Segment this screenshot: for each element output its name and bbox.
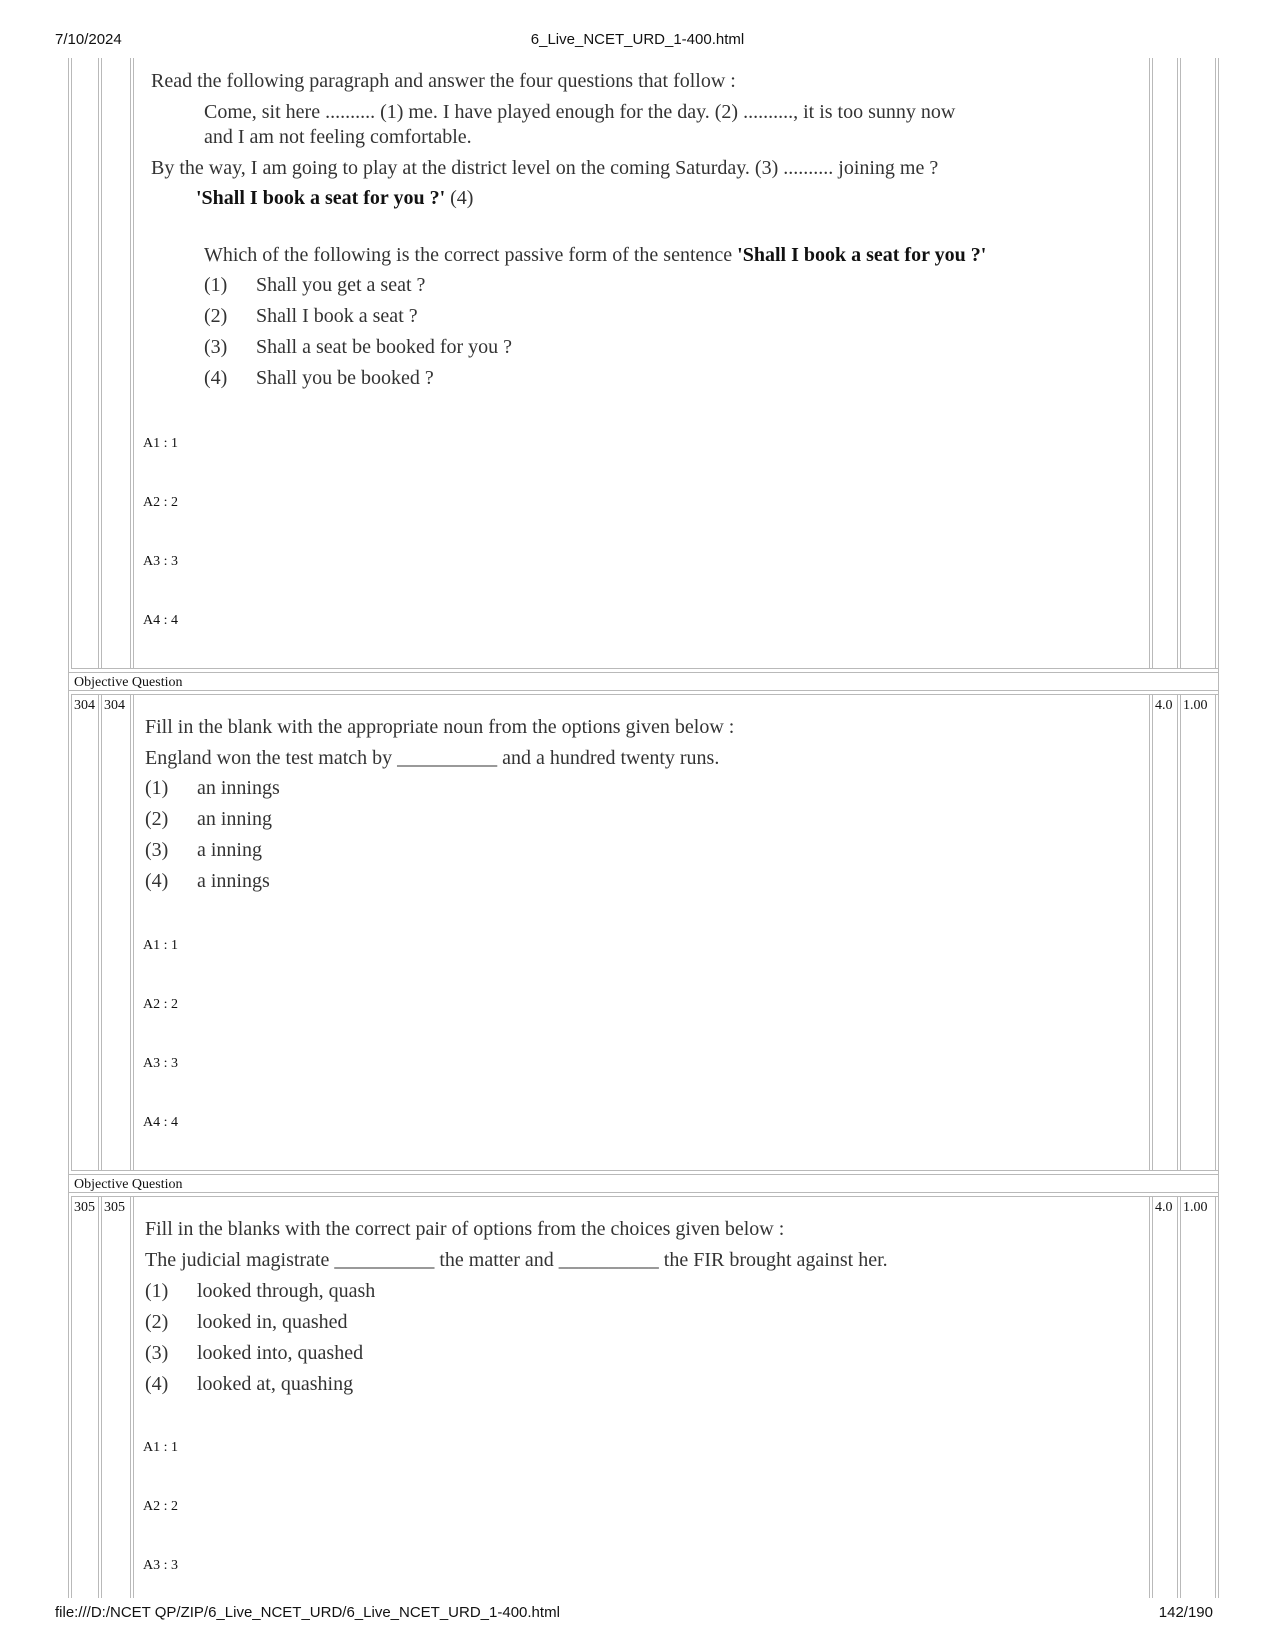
print-url: file:///D:/NCET QP/ZIP/6_Live_NCET_URD/6_Live_NCET_URD_1-400.html	[55, 1604, 560, 1621]
answer-a3: A3 : 3	[143, 554, 178, 569]
print-date: 7/10/2024	[55, 31, 122, 48]
answer-a3: A3 : 3	[143, 1558, 178, 1573]
passage-bold-sentence: 'Shall I book a seat for you ?'	[196, 187, 446, 209]
answer-a3: A3 : 3	[143, 1056, 178, 1071]
option-number: (4)	[145, 1373, 169, 1395]
negative-marks: 1.00	[1183, 698, 1208, 713]
option-4	[204, 367, 434, 390]
option-number: (3)	[145, 1342, 169, 1364]
option-text: Shall you be booked ?	[256, 367, 434, 389]
serial-number: 304	[74, 698, 95, 713]
option-4	[145, 870, 270, 893]
passage-line-2: and I am not feeling comfortable.	[204, 126, 472, 148]
option-text: looked into, quashed	[197, 1342, 364, 1364]
question-bold-sentence: 'Shall I book a seat for you ?'	[737, 244, 987, 266]
option-text: looked through, quash	[197, 1280, 376, 1302]
option-number: (2)	[204, 305, 228, 327]
option-number: (2)	[145, 808, 169, 830]
option-text: looked at, quashing	[197, 1373, 354, 1395]
marks: 4.0	[1155, 1200, 1173, 1215]
question-prompt: Fill in the blank with the appropriate noun from the options given below :	[145, 716, 735, 738]
answer-a2: A2 : 2	[143, 1499, 178, 1514]
option-number: (3)	[145, 839, 169, 861]
option-text: Shall I book a seat ?	[256, 305, 418, 327]
print-title: 6_Live_NCET_URD_1-400.html	[530, 31, 745, 48]
passage-intro: Read the following paragraph and answer the four questions that follow :	[151, 70, 736, 92]
option-3	[145, 1342, 363, 1365]
option-1	[145, 777, 280, 800]
option-number: (1)	[145, 777, 169, 799]
option-text: looked in, quashed	[197, 1311, 348, 1333]
option-number: (3)	[204, 336, 228, 358]
question-prompt: Fill in the blanks with the correct pair of options from the choices given below :	[145, 1218, 785, 1240]
answer-a1: A1 : 1	[143, 938, 178, 953]
question-sentence: England won the test match by __________ and a hundred twenty runs.	[145, 747, 720, 769]
option-number: (4)	[204, 367, 228, 389]
option-number: (2)	[145, 1311, 169, 1333]
option-1	[204, 274, 425, 297]
answer-a1: A1 : 1	[143, 1440, 178, 1455]
option-number: (1)	[145, 1280, 169, 1302]
option-text: an innings	[197, 777, 280, 799]
option-3	[145, 839, 262, 862]
serial-number: 305	[74, 1200, 95, 1215]
passage-line-3: By the way, I am going to play at the district level on the coming Saturday. (3) .......... joining me ?	[151, 157, 939, 179]
passage-blank-4: (4)	[445, 187, 474, 209]
option-text: a innings	[197, 870, 270, 892]
page-number: 142/190	[1158, 1604, 1213, 1621]
question-type-label: Objective Question	[74, 675, 183, 690]
marks: 4.0	[1155, 698, 1173, 713]
option-text: Shall a seat be booked for you ?	[256, 336, 513, 358]
option-4	[145, 1373, 353, 1396]
option-2	[145, 1311, 348, 1334]
answer-a2: A2 : 2	[143, 997, 178, 1012]
negative-marks: 1.00	[1183, 1200, 1208, 1215]
option-1	[145, 1280, 375, 1303]
answer-a2: A2 : 2	[143, 495, 178, 510]
option-text: a inning	[197, 839, 262, 861]
option-text: Shall you get a seat ?	[256, 274, 426, 296]
option-2	[145, 808, 272, 831]
option-number: (4)	[145, 870, 169, 892]
option-2	[204, 305, 418, 328]
question-type-label: Objective Question	[74, 1177, 183, 1192]
question-id: 305	[104, 1200, 125, 1215]
passage-line-4	[196, 187, 473, 210]
answer-a1: A1 : 1	[143, 436, 178, 451]
answer-a4: A4 : 4	[143, 1115, 178, 1130]
passage-line-1: Come, sit here .......... (1) me. I have played enough for the day. (2) .........., it is too sunny now	[204, 101, 956, 123]
option-3	[204, 336, 512, 359]
question-sentence: The judicial magistrate __________ the matter and __________ the FIR brought against her.	[145, 1249, 888, 1271]
answer-a4: A4 : 4	[143, 613, 178, 628]
question-text	[204, 244, 986, 267]
option-number: (1)	[204, 274, 228, 296]
question-prefix: Which of the following is the correct passive form of the sentence	[204, 244, 738, 266]
question-id: 304	[104, 698, 125, 713]
option-text: an inning	[197, 808, 272, 830]
